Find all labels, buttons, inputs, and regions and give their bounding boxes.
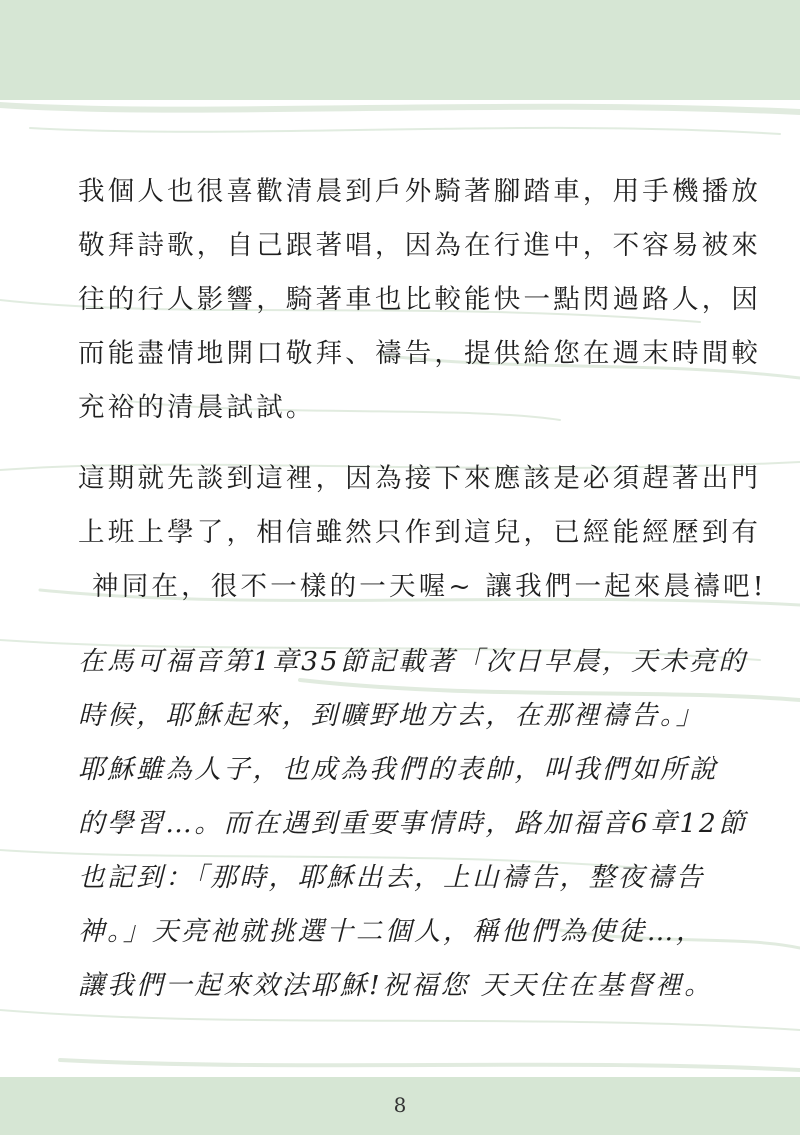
text-line: 往的行人影響，騎著車也比較能快一點閃過路人，因 (78, 284, 762, 315)
text-line: 敬拜詩歌，自己跟著唱，因為在行進中，不容易被來 (78, 230, 762, 261)
text-line: 耶穌雖為人子，也成為我們的表帥，叫我們如所說 (78, 754, 719, 785)
text-line: 在馬可福音第1章35節記載著「次日早晨，天未亮的 (78, 646, 748, 677)
text-line: 上班上學了，相信雖然只作到這兒，已經能經歷到有 (78, 517, 762, 548)
paragraph-1 (78, 165, 761, 435)
paragraph-2 (78, 452, 767, 614)
text-line: 而能盡情地開口敬拜、禱告，提供給您在週末時間較 (78, 338, 762, 369)
top-decorative-band (0, 0, 800, 100)
page-number: 8 (393, 1093, 407, 1117)
text-line: 時候，耶穌起來，到曠野地方去，在那裡禱告。」 (78, 700, 705, 731)
text-line: 我個人也很喜歡清晨到戶外騎著腳踏車，用手機播放 (78, 176, 762, 207)
text-line: 讓我們一起來效法耶穌!祝福您 天天住在基督裡。 (78, 970, 714, 1001)
text-line: 也記到：「那時，耶穌出去，上山禱告，整夜禱告 (78, 862, 705, 893)
text-line: 這期就先談到這裡，因為接下來應該是必須趕著出門 (78, 463, 762, 494)
paragraph-3-scripture (78, 635, 747, 1013)
text-line: 充裕的清晨試試。 (78, 392, 316, 423)
text-line: 神。」天亮祂就挑選十二個人，稱他們為使徒…， (78, 916, 705, 947)
text-line: 神同在，很不一樣的一天喔~ 讓我們一起來晨禱吧! (92, 571, 767, 602)
text-line: 的學習…。而在遇到重要事情時，路加福音6章12節 (78, 808, 748, 839)
